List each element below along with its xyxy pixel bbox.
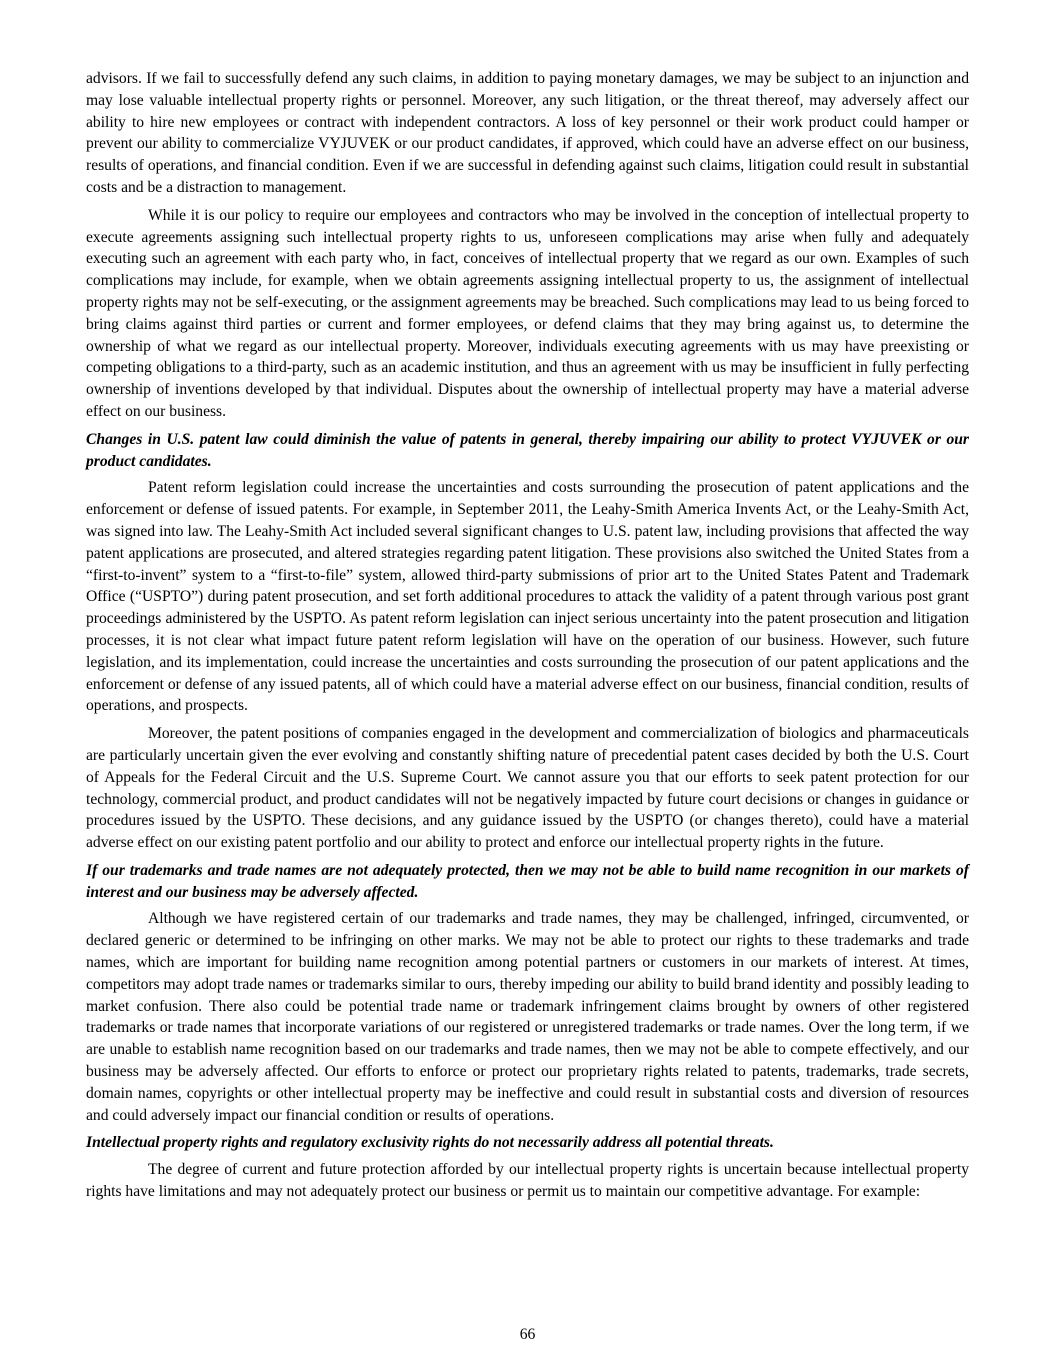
paragraph-patent-positions: Moreover, the patent positions of companies engaged in the development and commercialization of biologics and pharmaceuticals are particularly uncertain given the ever evolving and constantly shifting nature of precedential patent cases decided by both the U.S. Court of Appeals for the Federal Circuit and the U.S. Supreme Court. We cannot assure you that our efforts to seek patent protection for our technology, commercial product, and product candidates will not be negatively impacted by future court decisions or changes in guidance or procedures issued by the USPTO. These decisions, and any guidance issued by the USPTO (or changes thereto), could have a material adverse effect on our existing patent portfolio and our ability to protect and enforce our intellectual property rights in the future. [86,725,969,852]
heading-patent-law-changes: Changes in U.S. patent law could diminish the value of patents in general, thereby impairing our ability to protect VYJUVEK or our product candidates. [86,430,969,470]
paragraph-patent-reform: Patent reform legislation could increase the uncertainties and costs surrounding the prosecution of patent applications and the enforcement or defense of issued patents. For example, in September 2011, the Leahy-Smith America Invents Act, or the Leahy-Smith Act, was signed into law. The Leahy-Smith Act included several significant changes to U.S. patent law, including provisions that affected the way patent applications are prosecuted, and altered strategies regarding patent litigation. These provisions also switched the United States from a “first-to-invent” system to a “first-to-file” system, allowed third-party submissions of prior art to the United States Patent and Trademark Office (“USPTO”) during patent prosecution, and set forth additional procedures to attack the validity of a patent through various post grant proceedings administered by the USPTO. As patent reform legislation can inject serious uncertainty into the patent prosecution and litigation processes, it is not clear what impact future patent reform legislation will have on the operation of our business. However, such future legislation, and its implementation, could increase the uncertainties and costs surrounding the prosecution of our patent applications and the enforcement or defense of any issued patents, all of which could have a material adverse effect on our business, financial condition, results of operations, and prospects. [86,479,969,715]
paragraph-ip-protection-degree: The degree of current and future protection afforded by our intellectual property rights is uncertain because intellectual property rights have limitations and may not adequately protect our business or permit us to maintain our competitive advantage. For example: [86,1161,969,1201]
paragraph-trademarks: Although we have registered certain of our trademarks and trade names, they may be challenged, infringed, circumvented, or declared generic or determined to be infringing on other marks. We may not be able to protect our rights to these trademarks and trade names, which are important for building name recognition among potential partners or customers in our markets of interest. At times, competitors may adopt trade names or trademarks similar to ours, thereby impeding our ability to build brand identity and possibly leading to market confusion. There also could be potential trade name or trademark infringement claims brought by owners of other registered trademarks or trade names that incorporate variations of our registered or unregistered trademarks or trade names. Over the long term, if we are unable to establish name recognition based on our trademarks and trade names, then we may not be able to compete effectively, and our business may be adversely affected. Our efforts to enforce or protect our proprietary rights related to patents, trademarks, trade secrets, domain names, copyrights or other intellectual property may be ineffective and could result in substantial costs and diversion of resources and could adversely impact our financial condition or results of operations. [86,910,969,1124]
document-body [86,68,969,1209]
paragraph-advisors: advisors. If we fail to successfully defend any such claims, in addition to paying monetary damages, we may be subject to an injunction and may lose valuable intellectual property rights or personnel. Moreover, any such litigation, or the threat thereof, may adversely affect our ability to hire new employees or contract with independent contractors. A loss of key personnel or their work product could hamper or prevent our ability to commercialize VYJUVEK or our product candidates, if approved, which could have an adverse effect on our business, results of operations, and financial condition. Even if we are successful in defending against such claims, litigation could result in substantial costs and be a distraction to management. [86,70,969,196]
page-number: 66 [519,1326,536,1343]
paragraph-ip-assignment-policy: While it is our policy to require our employees and contractors who may be involved in the conception of intellectual property to execute agreements assigning such intellectual property rights to us, unforeseen complications may arise when fully and adequately executing such an agreement with each party who, in fact, conceives of intellectual property that we regard as our own. Examples of such complications may include, for example, when we obtain agreements assigning intellectual property to us, the assignment of intellectual property rights may not be self-executing, or the assignment agreements may be breached. Such complications may lead to us being forced to bring claims against third parties or current and former employees, or defend claims that they may bring against us, to determine the ownership of what we regard as our intellectual property. Moreover, individuals executing agreements with us may have preexisting or competing obligations to a third-party, such as an academic institution, and thus an agreement with us may be insufficient in fully perfecting ownership of inventions developed by that individual. Disputes about the ownership of intellectual property may have a material adverse effect on our business. [86,206,969,420]
heading-trademarks: If our trademarks and trade names are not adequately protected, then we may not be able to build name recognition in our markets of interest and our business may be adversely affected. [86,861,969,901]
heading-ip-rights-threats: Intellectual property rights and regulatory exclusivity rights do not necessarily address all potential threats. [86,1134,774,1152]
